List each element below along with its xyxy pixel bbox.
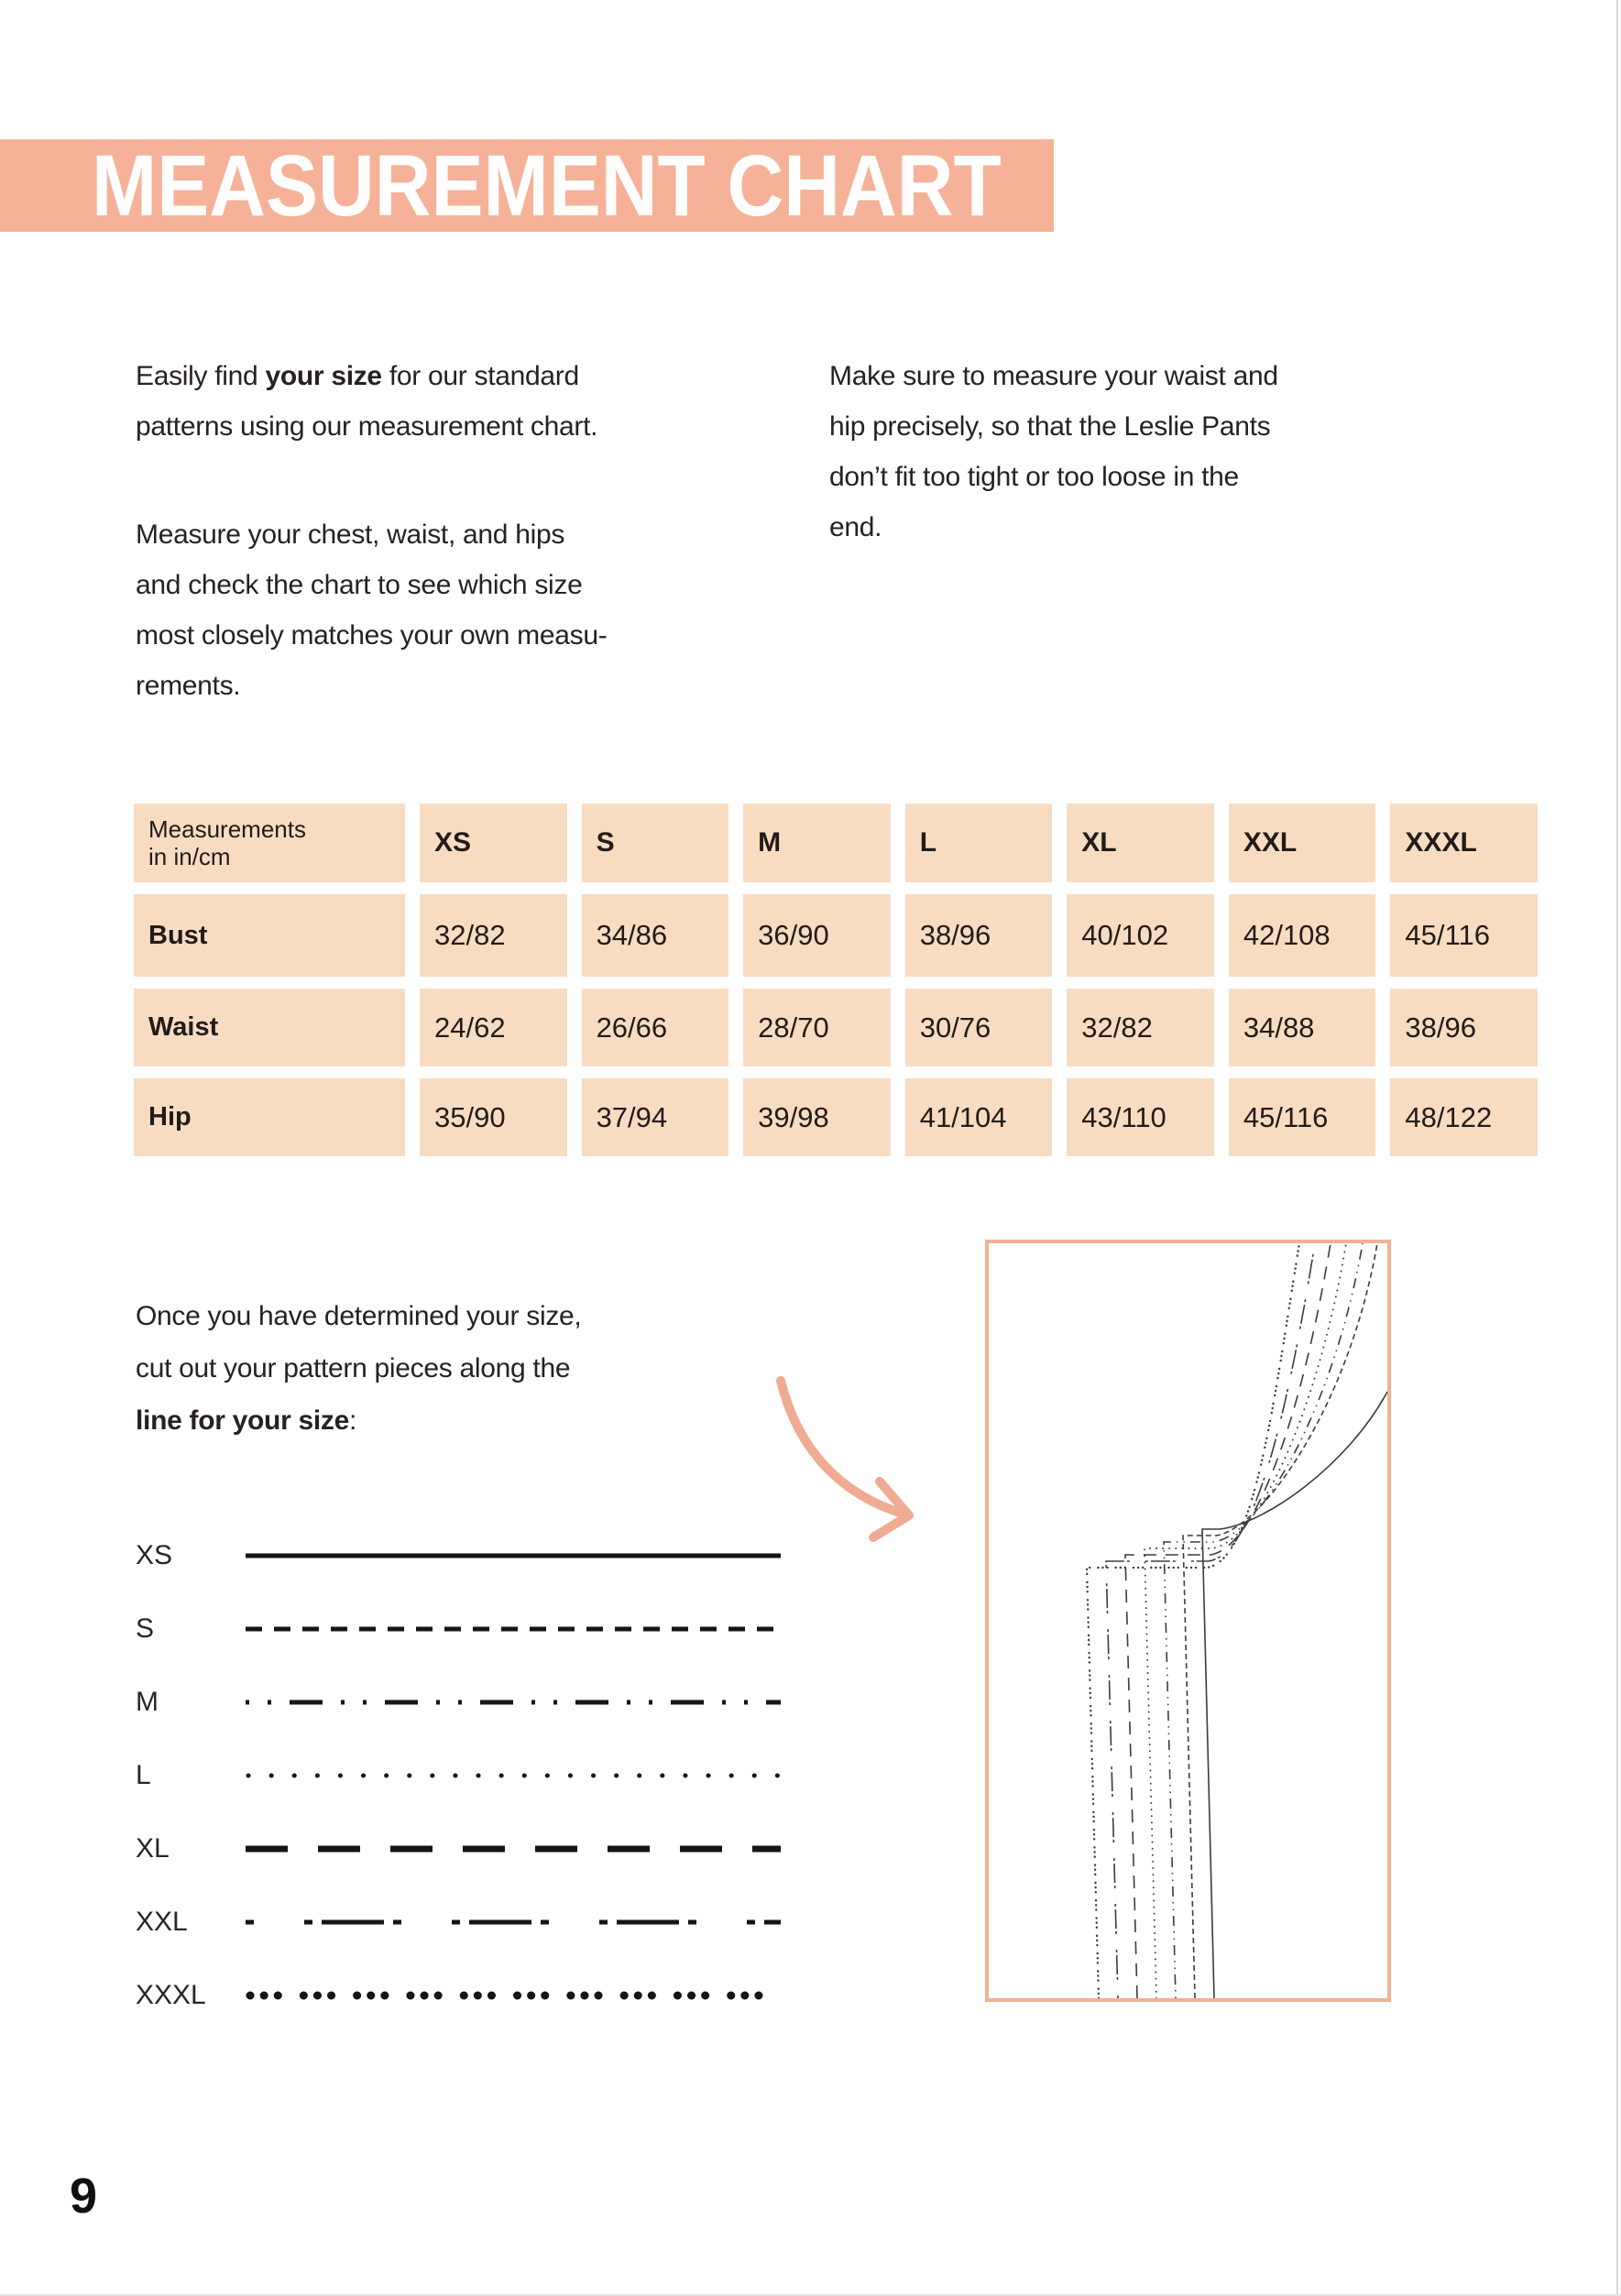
table-corner-cell: Measurements in in/cm xyxy=(134,804,405,882)
legend-item-xxl xyxy=(136,1886,781,1959)
legend-label: XXL xyxy=(136,1907,188,1937)
cut-text-bold: line for your size xyxy=(136,1405,349,1436)
intro-paragraph-1 xyxy=(136,351,607,452)
size-header-xs: XS xyxy=(420,804,567,882)
table-cell: 45/116 xyxy=(1229,1078,1376,1156)
intro-text: rements. xyxy=(136,671,241,701)
triple-dots-line-sample xyxy=(246,1989,781,2002)
intro-text: Measure your chest, waist, and hips xyxy=(136,519,565,550)
pattern-line-l xyxy=(1145,1243,1346,1998)
size-header-l: L xyxy=(905,804,1053,882)
legend-item-s xyxy=(136,1592,781,1666)
legend-label: XL xyxy=(136,1833,170,1864)
page-number: 9 xyxy=(70,2169,98,2224)
title-bar xyxy=(0,137,1054,235)
dot-dot-dash-line-sample xyxy=(246,1697,781,1708)
cut-text: : xyxy=(349,1405,357,1436)
size-header-xl: XL xyxy=(1067,804,1214,882)
table-cell: 32/82 xyxy=(420,894,567,977)
intro-text-bold: your size xyxy=(265,361,382,391)
size-header-xxxl: XXXL xyxy=(1390,804,1538,882)
cut-text: cut out your pattern pieces along the xyxy=(136,1353,571,1383)
intro-text: don’t fit too tight or too loose in the xyxy=(829,462,1239,492)
table-cell: 38/96 xyxy=(1390,989,1538,1066)
pattern-line-xs xyxy=(1202,1392,1387,1998)
table-cell: 34/86 xyxy=(582,894,729,977)
table-cell: 48/122 xyxy=(1390,1078,1538,1156)
intro-paragraph-2 xyxy=(136,509,607,711)
pants-pattern-curves xyxy=(989,1243,1387,1998)
solid-line-sample xyxy=(246,1550,781,1561)
cut-instruction xyxy=(136,1290,581,1447)
table-cell: 32/82 xyxy=(1067,989,1214,1066)
table-cell: 26/66 xyxy=(582,989,729,1066)
curved-arrow-icon xyxy=(761,1347,944,1548)
intro-text: Easily find xyxy=(136,361,266,391)
intro-text: hip precisely, so that the Leslie Pants xyxy=(829,411,1271,442)
table-cell: 40/102 xyxy=(1067,894,1214,977)
size-header-s: S xyxy=(582,804,729,882)
pattern-line-xxl xyxy=(1106,1243,1315,1998)
legend-label: XXXL xyxy=(136,1980,206,2010)
intro-text: end. xyxy=(829,512,882,542)
legend-item-xl xyxy=(136,1812,781,1886)
table-cell: 35/90 xyxy=(420,1078,567,1156)
long-dash-line-sample xyxy=(246,1843,781,1854)
pattern-line-s xyxy=(1183,1243,1377,1998)
intro-text: Make sure to measure your waist and xyxy=(829,361,1278,391)
pattern-diagram xyxy=(985,1240,1391,2002)
table-cell: 34/88 xyxy=(1229,989,1376,1066)
dashed-line-sample xyxy=(246,1624,781,1635)
legend-item-l xyxy=(136,1739,781,1812)
legend-item-xxxl xyxy=(136,1959,781,2032)
table-cell: 43/110 xyxy=(1067,1078,1214,1156)
legend-label: XS xyxy=(136,1540,173,1570)
row-label-hip: Hip xyxy=(134,1078,405,1156)
legend-label: M xyxy=(136,1687,159,1717)
size-header-xxl: XXL xyxy=(1229,804,1376,882)
table-cell: 36/90 xyxy=(743,894,891,977)
table-cell: 41/104 xyxy=(905,1078,1053,1156)
row-label-bust: Bust xyxy=(134,894,405,977)
intro-text: for our standard xyxy=(381,361,579,391)
table-cell: 38/96 xyxy=(905,894,1053,977)
intro-right-column xyxy=(829,351,1278,552)
table-cell: 37/94 xyxy=(582,1078,729,1156)
intro-text: patterns using our measurement chart. xyxy=(136,411,598,442)
table-cell: 39/98 xyxy=(743,1078,891,1156)
intro-left-column xyxy=(136,351,607,711)
intro-text: most closely matches your own measu- xyxy=(136,620,608,651)
size-line-legend xyxy=(136,1519,781,2032)
dotted-line-sample xyxy=(246,1770,781,1781)
size-header-m: M xyxy=(743,804,891,882)
legend-label: S xyxy=(136,1613,155,1644)
table-cell: 24/62 xyxy=(420,989,567,1066)
pattern-line-xxxl xyxy=(1087,1243,1299,1998)
legend-item-xs xyxy=(136,1519,781,1592)
page-title: MEASUREMENT CHART xyxy=(92,137,1002,235)
intro-text: and check the chart to see which size xyxy=(136,570,583,600)
pattern-line-m xyxy=(1164,1243,1363,1998)
dot-dash-line-sample xyxy=(246,1917,781,1928)
cut-text: Once you have determined your size, xyxy=(136,1301,582,1331)
measurement-table xyxy=(134,804,1538,1156)
scan-edge-line xyxy=(1616,0,1618,2296)
table-cell: 28/70 xyxy=(743,989,891,1066)
pattern-line-xl xyxy=(1125,1243,1331,1998)
table-cell: 45/116 xyxy=(1390,894,1538,977)
row-label-waist: Waist xyxy=(134,989,405,1066)
legend-label: L xyxy=(136,1760,151,1790)
table-cell: 30/76 xyxy=(905,989,1053,1066)
legend-item-m xyxy=(136,1666,781,1739)
table-cell: 42/108 xyxy=(1229,894,1376,977)
